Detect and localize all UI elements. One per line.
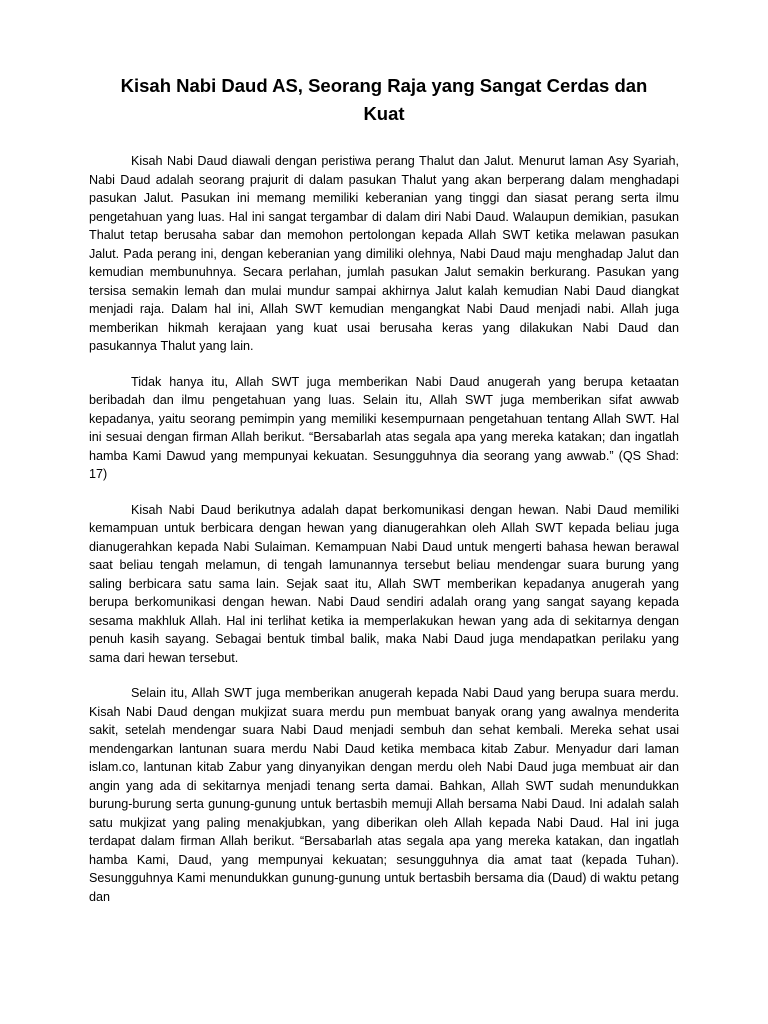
paragraph-2: Tidak hanya itu, Allah SWT juga memberikan Nabi Daud anugerah yang berupa ketaatan beribadah dan ilmu pengetahuan yang luas. Selain itu, Allah SWT juga memberikan sifat awwab kepadanya, yaitu seorang pemimpin yang memiliki kesempurnaan pengetahuan tentang Allah SWT. Hal ini sesuai dengan firman Allah berikut. “Bersabarlah atas segala apa yang mereka katakan; dan ingatlah hamba Kami Dawud yang mempunyai kekuatan. Sesungguhnya dia seorang yang awwab.” (QS Shad: 17) — [89, 374, 679, 481]
document-title: Kisah Nabi Daud AS, Seorang Raja yang Sangat Cerdas dan Kuat — [120, 75, 648, 124]
document-page — [89, 72, 679, 923]
paragraph-4: Selain itu, Allah SWT juga memberikan anugerah kepada Nabi Daud yang berupa suara merdu. Kisah Nabi Daud dengan mukjizat suara merdu pun membuat banyak orang yang awalnya menderita sakit, setelah mendengar suara Nabi Daud menjadi sembuh dan sehat kembali. Mereka sehat usai mendengarkan lantunan suara merdu Nabi Daud ketika membaca kitab Zabur. Menyadur dari laman islam.co, lantunan kitab Zabur yang dinyanyikan dengan merdu oleh Nabi Daud juga membuat air dan angin yang ada di sekitarnya menjadi tenang serta damai. Bahkan, Allah SWT sudah menundukkan burung-burung serta gunung-gunung untuk bertasbih memuji Allah bersama Nabi Daud. Ini adalah salah satu mukjizat yang paling menakjubkan, yang diberikan oleh Allah kepada Nabi Daud. Hal ini juga terdapat dalam firman Allah berikut. “Bersabarlah atas segala apa yang mereka katakan, dan ingatlah hamba Kami, Daud, yang mempunyai kekuatan; sesungguhnya dia amat taat (kepada Tuhan). Sesungguhnya Kami menundukkan gunung-gunung untuk bertasbih bersama dia (Daud) di waktu petang dan — [89, 686, 680, 904]
paragraph-1: Kisah Nabi Daud diawali dengan peristiwa perang Thalut dan Jalut. Menurut laman Asy Syariah, Nabi Daud adalah seorang prajurit di dalam pasukan Thalut yang akan berperang dalam menghadapi pasukan Jalut. Pasukan ini memang memiliki keberanian yang tinggi dan siasat perang serta ilmu pengetahuan yang luas. Hal ini sangat tergambar di dalam diri Nabi Daud. Walaupun demikian, pasukan Thalut tetap berusaha sabar dan memohon pertolongan kepada Allah SWT ketika melawan pasukan Jalut. Pada perang ini, dengan keberanian yang dimiliki olehnya, Nabi Daud maju menghadap Jalut dan kemudian membunuhnya. Secara perlahan, jumlah pasukan Jalut semakin berkurang. Pasukan yang tersisa semakin lemah dan mulai mundur sampai akhirnya Jalut kalah kemudian Nabi Daud diangkat menjadi raja. Dalam hal ini, Allah SWT kemudian mengangkat Nabi Daud menjadi nabi. Allah juga memberikan hikmah kerajaan yang kuat usai berusaha keras yang dilakukan Nabi Daud dan pasukannya Thalut yang lain. — [89, 154, 679, 353]
paragraph-3: Kisah Nabi Daud berikutnya adalah dapat berkomunikasi dengan hewan. Nabi Daud memiliki kemampuan untuk berbicara dengan hewan yang dianugerahkan oleh Allah SWT kepada beliau juga dianugerahkan kepada Nabi Sulaiman. Kemampuan Nabi Daud untuk mengerti bahasa hewan berawal saat beliau tengah melamun, di tengah lamunannya tersebut beliau mendengar suara burung yang saling berbicara satu sama lain. Sejak saat itu, Allah SWT memberikan kepadanya anugerah yang berupa berkomunikasi dengan hewan. Nabi Daud sendiri adalah orang yang sangat sayang kepada sesama makhluk Allah. Hal ini terlihat ketika ia memperlakukan hewan yang ada di sekitarnya dengan penuh kasih sayang. Sebagai bentuk timbal balik, maka Nabi Daud juga mendapatkan perilaku yang sama dari hewan tersebut. — [89, 502, 679, 665]
